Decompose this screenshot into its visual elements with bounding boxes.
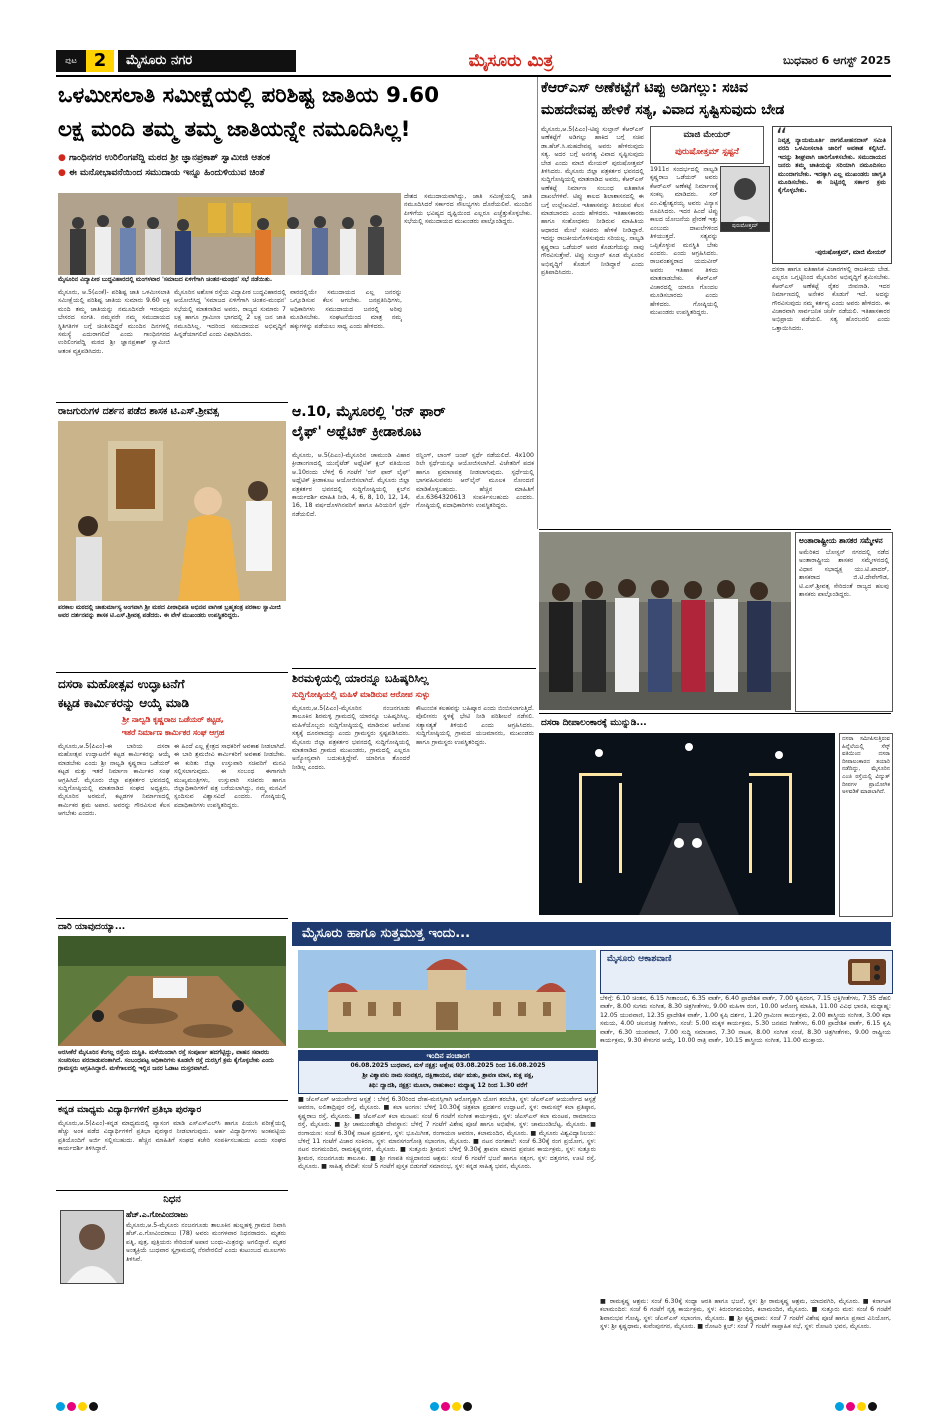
run-body-para4: ಸ್ಪರ್ಧೆಯಲ್ಲಿ ಭಾಗವಹಿಸುವವರು ಆನ್‌ಲೈನ್ ಮೂಲಕ ನೋಂದಣಿ ಮಾಡಿಕೊಳ್ಳಬಹುದು. ಹೆಚ್ಚಿನ ಮಾಹಿತಿಗೆ ಮೊ.6364320613 ಸಂಪರ್ಕಿಸಬಹುದು ಎಂದರು. ಗೋಷ್ಠಿಯಲ್ಲಿ ಪದಾಧಿಕಾರಿಗಳು ಉಪಸ್ಥಿತರಿದ್ದರು. [416,468,534,510]
color-dot-yellow [452,1402,461,1411]
byline-line2: ಪುರುಷೋತ್ತಮ್ ಸ್ಪಷ್ಟನೆ [675,147,739,157]
intl-meet-caption: ಅಮೆರಿಕದ ಬೋಸ್ಟನ್ ನಗರದಲ್ಲಿ ನಡೆದ ಅಂತಾರಾಷ್ಟ್ರೀಯ ಶಾಸಕರ ಸಮ್ಮೇಳನದಲ್ಲಿ ವಿಧಾನ ಸಭಾಧ್ಯಕ್ಷ ಯು.ಟಿ.ಖಾದರ್, ಶಾಸಕರಾದ ಜಿ.ಟಿ.ದೇವೇಗೌಡ, ಟಿ.ಎಸ್.ಶ್ರೀವತ್ಸ ಸೇರಿದಂತೆ ರಾಜ್ಯದ ಹಲವು ಶಾಸಕರು ಪಾಲ್ಗೊಂಡಿದ್ದರು. [799,549,889,599]
boycott-body-para3: ಕೌಟುಂಬಿಕ ಕಲಹವನ್ನು ಬಹಿಷ್ಕಾರ ಎಂದು ಬಿಂಬಿಸಲಾಗುತ್ತಿದೆ. ಪೊಲೀಸರು ಸ್ಥಳಕ್ಕೆ ಭೇಟಿ ನೀಡಿ ಪರಿಶೀಲನೆ ನಡೆಸಲಿ. ಸತ್ಯಾಸತ್ಯತೆ ತಿಳಿಯಲಿ ಎಂದು ಆಗ್ರಹಿಸಿದರು. [416,705,534,729]
committee-headline-line2: ಕಟ್ಟಡ ಕಾರ್ಮಿಕರನ್ನು ಆಯ್ಕೆ ಮಾಡಿ [58,696,190,710]
dasara-lights-caption: ದಸರಾ ಸಮೀಪಿಸುತ್ತಿರುವ ಹಿನ್ನೆಲೆಯಲ್ಲಿ ಸೆಸ್ಕ್ ವತಿಯಿಂದ ದಸರಾ ದೀಪಾಲಂಕಾರದ ತಯಾರಿ ನಡೆದಿದ್ದು, ಮೈಸೂರಿನ ಎಂಜಿ ರಸ್ತೆಯಲ್ಲಿ ವಿದ್ಯುತ್ ದೀಪಗಳ ಪ್ರಾಯೋಗಿಕ ಅಳವಡಿಕೆ ಮಾಡಲಾಗಿದೆ. [842,736,890,796]
krs-body-para4: 1911ರ ಸಂದರ್ಭದಲ್ಲಿ ನಾಲ್ವಡಿ ಕೃಷ್ಣರಾಜ ಒಡೆಯರ್ ಅವರು ಕೆಆರ್‌ಎಸ್ ಅಣೆಕಟ್ಟೆ ನಿರ್ಮಾಣಕ್ಕೆ ಸಂಕಲ್ಪ ಮಾಡಿದರು. ಸರ್ ಎಂ.ವಿಶ್ವೇಶ್ವರಯ್ಯ ಅವರು ವಿನ್ಯಾಸ ರೂಪಿಸಿದರು. ಇದರ ಹಿಂದೆ ಟಿಪ್ಪು ಕಾಲದ ಯೋಜನೆಯ ಪ್ರೇರಣೆ ಇತ್ತು ಎಂಬುದು ದಾಖಲೆಗಳಿಂದ ತಿಳಿಯುತ್ತದೆ. ಸತ್ಯವನ್ನು ಒಪ್ಪಿಕೊಳ್ಳುವ ಮನಸ್ಥಿತಿ ಬೇಕು ಎಂದರು. [650,166,718,258]
boycott-body-col2 [416,705,534,913]
bullet-text: ಈ ಮನೋಭಾವನೆಯಿಂದ ಸಮುದಾಯ ಇನ್ನೂ ಹಿಂದುಳಿಯುವ ಚಿಂತೆ [69,168,265,178]
lead-body-col3: ವಾರದಲ್ಲಿಯೇ ಸಮುದಾಯದ ಎಲ್ಲ ಜನರನ್ನು ಒಗ್ಗೂಡಿಸುವ ಕೆಲಸ ಆಗಬೇಕು. ಜನಪ್ರತಿನಿಧಿಗಳು, ಅಧಿಕಾರಿಗಳು ಸಮುದಾಯದ ಜನರಲ್ಲಿ ಅರಿವು ಮೂಡಿಸಬೇಕು. ಸಂಘಟನೆಯಿಂದ ಮಾತ್ರ ನಮ್ಮ ಹಕ್ಕುಗಳನ್ನು ಪಡೆಯಲು ಸಾಧ್ಯ ಎಂದು ಹೇಳಿದರು. [290,289,402,330]
krs-body-para5: ಎಂದು ಆಗ್ರಹಿಸಿದರು. ರಾಜವಂಶಸ್ಥರಾದ ಯದುವೀರ್ ಅವರು ಇತಿಹಾಸ ತಿಳಿದು ಮಾತನಾಡಬೇಕು. ಕೆಆರ್‌ಎಸ್ ವಿಚಾರದಲ್ಲಿ ಯಾರೂ ಗೊಂದಲ ಮೂಡಿಸಬಾರದು ಎಂದು ಹೇಳಿದರು. ಗೋಷ್ಠಿಯಲ್ಲಿ ಮುಖಂಡರು ಉಪಸ್ಥಿತರಿದ್ದರು. [650,250,718,316]
krs-body-col1 [541,126,644,526]
mla-visit-caption: ಪರಕಾಲ ಮಠದಲ್ಲಿ ಚಾತುರ್ಮಾಸ್ಯ ಅಂಗವಾಗಿ ಶ್ರೀ ಮಠದ ಪೀಠಾಧಿಪತಿ ಅಭಿನವ ವಾಗೀಶ ಬ್ರಹ್ಮತಂತ್ರ ಪರಕಾಲ ಸ್ವಾಮೀಜಿ ಅವರ ದರ್ಶನವನ್ನು ಶಾಸಕ ಟಿ.ಎಸ್.ಶ್ರೀವತ್ಸ ಪಡೆದರು. ಈ ವೇಳೆ ಮುಖಂಡರು ಉಪಸ್ಥಿತರಿದ್ದರು. [58,604,281,619]
quote-text: ನಿವೃತ್ತ ನ್ಯಾಯಮೂರ್ತಿ ನಾಗಮೋಹನದಾಸ್ ಸಮಿತಿ ವರದಿ ಒಳಮೀಸಲಾತಿ ಜಾರಿಗೆ ಅವಕಾಶ ಕಲ್ಪಿಸಿದೆ. ಇದನ್ನು ಶೀಘ್ರವಾಗಿ ಜಾರಿಗೊಳಿಸಬೇಕು. ಸಮುದಾಯದ ಜನರು ತಮ್ಮ ಜಾತಿಯನ್ನು ಸರಿಯಾಗಿ ನಮೂದಿಸಲು ಮುಂದಾಗಬೇಕು. ಇದಕ್ಕಾಗಿ ಎಲ್ಲ ಮುಖಂಡರು ಜಾಗೃತಿ ಮೂಡಿಸಬೇಕು. ಈ ನಿಟ್ಟಿನಲ್ಲಿ ಸರ್ಕಾರ ಕ್ರಮ ಕೈಗೊಳ್ಳಬೇಕು. [778,137,886,195]
boycott-body-col1 [292,705,410,913]
krs-headline-line2: ಮಹದೇವಪ್ಪ ಹೇಳಿಕೆ ಸತ್ಯ, ವಿವಾದ ಸೃಷ್ಟಿಸುವುದು ಬೇಡ [541,102,785,118]
obituary-photo [60,1210,124,1284]
boycott-body-para1: ಮೈಸೂರು,ಆ.5(ಪಿಎಂ)-ಮೈಸೂರಿನ ನಂಜನಗೂಡು ತಾಲೂಕಿನ ಶಿರಮಳ್ಳಿ ಗ್ರಾಮದಲ್ಲಿ ಯಾರನ್ನೂ ಬಹಿಷ್ಕರಿಸಿಲ್ಲ. ಮಹಿಳೆಯೊಬ್ಬರು ಸುದ್ದಿಗೋಷ್ಠಿಯಲ್ಲಿ ಮಾಡಿರುವ ಆರೋಪ ಸತ್ಯಕ್ಕೆ ದೂರವಾದದ್ದು ಎಂದು ಗ್ರಾಮಸ್ಥರು ಸ್ಪಷ್ಟಪಡಿಸಿದರು. [292,705,410,738]
today-banner [292,922,891,946]
color-dot-cyan [430,1402,439,1411]
krs-body-col2 [650,166,718,526]
committee-body-para1: ಮೈಸೂರು,ಆ.5(ಪಿಎಂ)-ಈ ಬಾರಿಯ ದಸರಾ ಮಹೋತ್ಸವ ಉದ್ಘಾಟನೆಗೆ ಕಟ್ಟಡ ಕಾರ್ಮಿಕರನ್ನು ಆಯ್ಕೆ ಮಾಡಬೇಕು ಎಂದು ಶ್ರೀ ನಾಲ್ವಡಿ ಕೃಷ್ಣರಾಜ ಒಡೆಯರ್ ಕಟ್ಟಡ ಮತ್ತು ಇತರೆ ನಿರ್ಮಾಣ ಕಾರ್ಮಿಕರ ಸಂಘ ಆಗ್ರಹಿಸಿದೆ. [58,743,170,784]
run-body-para2: ಮೈಸೂರು ಜಿಲ್ಲಾ ಪತ್ರಕರ್ತರ ಭವನದಲ್ಲಿ ಸುದ್ದಿಗೋಷ್ಠಿಯಲ್ಲಿ ಕ್ಲಬ್‌ನ ಕಾರ್ಯದರ್ಶಿ ಮಾಹಿತಿ ನೀಡಿ, 4, 6, 8, 10, 12, 14, 16, 18 ವರ್ಷದೊಳಗಿನವರಿಗೆ ಹಾಗೂ ಹಿರಿಯರಿಗೆ ಸ್ಪರ್ಧೆ ನಡೆಯಲಿದೆ. [292,477,410,518]
dasara-lights-heading: ದಸರಾ ದೀಪಾಲಂಕಾರಕ್ಕೆ ಮುನ್ನುಡಿ... [541,718,647,728]
run-body-col1 [292,452,410,664]
section-rule [56,672,288,673]
issue-date: ಬುಧವಾರ 6 ಆಗಸ್ಟ್ 2025 [783,54,891,67]
krs-byline-box [650,126,764,164]
krs-body-para3: ಇತಿಹಾಸಕಾರರು ಹಾಗೂ ಸಂಶೋಧಕರು ನೀಡಿರುವ ಮಾಹಿತಿಯ ಆಧಾರದ ಮೇಲೆ ಸಚಿವರು ಹೇಳಿಕೆ ನೀಡಿದ್ದಾರೆ. ಇದನ್ನು ರಾಜಕೀಯಗೊಳಿಸುವುದು ಸರಿಯಲ್ಲ. ನಾಲ್ವಡಿ ಕೃಷ್ಣರಾಜ ಒಡೆಯರ್ ಅವರ ಕೊಡುಗೆಯನ್ನು ನಾವು ಗೌರವಿಸುತ್ತೇವೆ. ಟಿಪ್ಪು ಸುಲ್ತಾನ್ ಕೂಡ ಮೈಸೂರಿನ ಅಭಿವೃದ್ಧಿಗೆ ಕೊಡುಗೆ ನೀಡಿದ್ದಾರೆ ಎಂದು ಪ್ರತಿಪಾದಿಸಿದರು. [541,210,644,276]
section-title: ಮೈಸೂರು ನಗರ [118,50,296,72]
lead-body-col4: ದೇಶದ ಸಮುದಾಯವಾಗಿದ್ದು, ಜಾತಿ ಸಮೀಕ್ಷೆಯಲ್ಲಿ ಜಾತಿ ನಮೂದಿಸಿದರೆ ಸರ್ಕಾರದ ಸೌಲಭ್ಯಗಳು ದೊರೆಯಲಿವೆ. ಮುಂದಿನ ಪೀಳಿಗೆಯ ಭವಿಷ್ಯದ ದೃಷ್ಟಿಯಿಂದ ಎಲ್ಲರೂ ಎಚ್ಚೆತ್ತುಕೊಳ್ಳಬೇಕು. ಸಭೆಯಲ್ಲಿ ಸಮುದಾಯದ ಮುಖಂಡರು ಪಾಲ್ಗೊಂಡಿದ್ದರು. [404,193,532,226]
mla-visit-photo [58,421,286,601]
mla-visit-illustration [58,421,286,601]
lead-bullet-2 [58,167,534,180]
mla-visit-heading: ರಾಜಗುರುಗಳ ದರ್ಶನ ಪಡೆದ ಶಾಸಕ ಟಿ.ಎಸ್.ಶ್ರೀವತ್ಸ [58,406,219,417]
bullet-icon: ● [58,153,66,163]
section-rule [292,668,536,669]
panchanga-line3: ತಿಥಿ: ದ್ವಾದಶಿ, ನಕ್ಷತ್ರ: ಮೂಲಾ, ರಾಹುಕಾಲ: ಮಧ್ಯಾಹ್ನ 12 ರಿಂದ 1.30 ವರೆಗೆ [368,1082,528,1089]
palace-photo [298,950,596,1048]
color-dot-yellow [857,1402,866,1411]
krs-headline-line1: ಕೆಆರ್‌ಎಸ್ ಅಣೆಕಟ್ಟೆಗೆ ಟಿಪ್ಪು ಅಡಿಗಲ್ಲು: ಸಚಿವ [541,80,748,96]
today-heading: ಮೈಸೂರು ಹಾಗೂ ಸುತ್ತಮುತ್ತ ಇಂದು... [302,926,471,941]
lead-headline-line2: ಲಕ್ಷ ಮಂದಿ ತಮ್ಮ ತಮ್ಮ ಜಾತಿಯನ್ನೇ ನಮೂದಿಸಿಲ್ಲ! [58,117,411,142]
section-rule [56,1100,288,1101]
panchanga-line2: ಶ್ರೀ ವಿಶ್ವಾವಸು ನಾಮ ಸಂವತ್ಸರ, ದಕ್ಷಿಣಾಯನ, ವರ್ಷ ಋತು, ಶ್ರಾವಣ ಮಾಸ, ಶುಕ್ಲ ಪಕ್ಷ, [362,1072,534,1079]
color-dot-magenta [846,1402,855,1411]
dasara-lights-photo [539,733,835,915]
color-dot-cyan [835,1402,844,1411]
night-road-illustration [539,733,835,915]
section-rule [56,1190,288,1191]
obituary-body: ಮೈಸೂರು,ಆ.5-ಮೈಸೂರು ನಂಜನಗೂಡು ತಾಲೂಕಿನ ಹುಲ್ಲಹಳ್ಳಿ ಗ್ರಾಮದ ನಿವಾಸಿ ಹೆಚ್.ಎ.ಗೋವಿಂದರಾಜು (78) ಅವರು ಮಂಗಳವಾರ ನಿಧನರಾದರು. ಮೃತರು ಪತ್ನಿ, ಪುತ್ರ, ಪುತ್ರಿಯರು ಸೇರಿದಂತೆ ಅಪಾರ ಬಂಧು-ಮಿತ್ರರನ್ನು ಅಗಲಿದ್ದಾರೆ. ಮೃತರ ಅಂತ್ಯಕ್ರಿಯೆ ಬುಧವಾರ ಸ್ವಗ್ರಾಮದಲ್ಲಿ ನೆರವೇರಲಿದೆ ಎಂದು ಕುಟುಂಬದ ಮೂಲಗಳು ತಿಳಿಸಿವೆ. [126,1222,286,1263]
boycott-subhead: ಸುದ್ದಿಗೋಷ್ಠಿಯಲ್ಲಿ ಮಹಿಳೆ ಮಾಡಿರುವ ಆರೋಪ ಸುಳ್ಳು [292,690,430,699]
bullet-icon: ● [58,168,66,178]
boycott-heading: ಶಿರಮಳ್ಳಿಯಲ್ಲಿ ಯಾರನ್ನೂ ಬಹಿಷ್ಕರಿಸಿಲ್ಲ [292,672,429,685]
intl-meet-illustration [539,532,791,710]
brand-logo: ಮೈಸೂರು ಮಿತ್ರ [468,51,554,71]
registration-dots-left [56,1396,156,1408]
award-body: ಮೈಸೂರು,ಆ.5(ಪಿಎಂ)-ಕನ್ನಡ ಮಾಧ್ಯಮದಲ್ಲಿ ವ್ಯಾಸಂಗ ಮಾಡಿ ಎಸ್‌ಎಸ್‌ಎಲ್‌ಸಿ ಹಾಗೂ ಪಿಯುಸಿ ಪರೀಕ್ಷೆಯಲ್ಲಿ ಹೆಚ್ಚು ಅಂಕ ಪಡೆದ ವಿದ್ಯಾರ್ಥಿಗಳಿಗೆ ಪ್ರತಿಭಾ ಪುರಸ್ಕಾರ ನೀಡಲಾಗುವುದು. ಅರ್ಹ ವಿದ್ಯಾರ್ಥಿಗಳು ಅಂಕಪಟ್ಟಿಯ ಪ್ರತಿಯೊಂದಿಗೆ ಅರ್ಜಿ ಸಲ್ಲಿಸಬಹುದು. ಹೆಚ್ಚಿನ ಮಾಹಿತಿಗೆ ಸಂಘದ ಕಚೇರಿ ಸಂಪರ್ಕಿಸಬಹುದು ಎಂದು ಸಂಘದ ಕಾರ್ಯದರ್ಶಿ ತಿಳಿಸಿದ್ದಾರೆ. [58,1120,286,1153]
page-number: 2 [86,50,114,72]
obituary-heading: ನಿಧನ [163,1194,181,1205]
lead-bullet-1 [58,152,534,165]
section-rule [56,402,288,403]
color-dot-magenta [441,1402,450,1411]
intl-meet-photo [539,532,791,710]
today-events: ■ ಜೆಎಸ್‌ಎಸ್ ಆಯುರ್ವೇದ ಆಸ್ಪತ್ರೆ : ಬೆಳಿಗ್ಗೆ 6.30ರಿಂದ ದೇಹ-ಮನಸ್ಸಿಗಾಗಿ ಆರೋಗ್ಯಕ್ಕಾಗಿ ಯೋಗ ತರಬೇತಿ, ಸ್ಥಳ: ಜೆಎಸ್‌ಎಸ್ ಆಯುರ್ವೇದ ಆಸ್ಪತ್ರೆ ಆವರಣ, ಲಲಿತಾದ್ರಿಪುರ ರಸ್ತೆ, ಮೈಸೂರು. ■ ಕಲಾ ಅಂಗಣ: ಬೆಳಿಗ್ಗೆ 10.30ಕ್ಕೆ ಚಿತ್ರಕಲಾ ಪ್ರದರ್ಶನ ಉದ್ಘಾಟನೆ, ಸ್ಥಳ: ರಾಮಸನ್ಸ್ ಕಲಾ ಪ್ರತಿಷ್ಠಾನ, ಕೃಷ್ಣರಾಜ ರಸ್ತೆ, ಮೈಸೂರು. ■ ಜೆಎಸ್‌ಎಸ್ ಕಲಾ ಮಂಟಪ: ಸಂಜೆ 6 ಗಂಟೆಗೆ ಸಂಗೀತ ಕಾರ್ಯಕ್ರಮ, ಸ್ಥಳ: ಜೆಎಸ್‌ಎಸ್ ಕಲಾ ಮಂಟಪ, ರಾಮಾನುಜ ರಸ್ತೆ, ಮೈಸೂರು. ■ ಶ್ರೀ ಚಾಮುಂಡೇಶ್ವರಿ ದೇವಸ್ಥಾನ: ಬೆಳಿಗ್ಗೆ 7 ಗಂಟೆಗೆ ವಿಶೇಷ ಪೂಜೆ ಹಾಗೂ ಅಭಿಷೇಕ, ಸ್ಥಳ: ಚಾಮುಂಡಿಬೆಟ್ಟ, ಮೈಸೂರು. ■ ರಂಗಾಯಣ: ಸಂಜೆ 6.30ಕ್ಕೆ ನಾಟಕ ಪ್ರದರ್ಶನ, ಸ್ಥಳ: ಭೂಮಿಗೀತ, ರಂಗಾಯಣ ಆವರಣ, ಕಲಾಮಂದಿರ, ಮೈಸೂರು. ■ ಮೈಸೂರು ವಿಶ್ವವಿದ್ಯಾನಿಲಯ: ಬೆಳಿಗ್ಗೆ 11 ಗಂಟೆಗೆ ವಿಚಾರ ಸಂಕಿರಣ, ಸ್ಥಳ: ಮಾನಸಗಂಗೋತ್ರಿ ಸಭಾಂಗಣ, ಮೈಸೂರು. ■ ನಟನ ರಂಗಶಾಲೆ: ಸಂಜೆ 6.30ಕ್ಕೆ ರಂಗ ಪ್ರಯೋಗ, ಸ್ಥಳ: ನಟನ ರಂಗಮಂದಿರ, ರಾಮಕೃಷ್ಣನಗರ, ಮೈಸೂರು. ■ ಸುತ್ತೂರು ಶ್ರೀಮಠ: ಬೆಳಿಗ್ಗೆ 9.30ಕ್ಕೆ ಶ್ರಾವಣ ಮಾಸದ ಪ್ರವಚನ ಕಾರ್ಯಕ್ರಮ, ಸ್ಥಳ: ಸುತ್ತೂರು ಶ್ರೀಮಠ, ನಂಜನಗೂಡು ತಾಲೂಕು. ■ ಶ್ರೀ ಗಣಪತಿ ಸಚ್ಚಿದಾನಂದ ಆಶ್ರಮ: ಸಂಜೆ 6 ಗಂಟೆಗೆ ಭಜನೆ ಹಾಗೂ ಸತ್ಸಂಗ, ಸ್ಥಳ: ದತ್ತನಗರ, ಊಟಿ ರಸ್ತೆ, ಮೈಸೂರು. ■ ಸಾಹಿತ್ಯ ವೇದಿಕೆ: ಸಂಜೆ 5 ಗಂಟೆಗೆ ಪುಸ್ತಕ ಬಿಡುಗಡೆ ಸಮಾರಂಭ, ಸ್ಥಳ: ಕನ್ನಡ ಸಾಹಿತ್ಯ ಭವನ, ಮೈಸೂರು. [298,1096,596,1171]
radio-icon [847,955,887,987]
boycott-body-para2: ಮೈಸೂರು ಜಿಲ್ಲಾ ಪತ್ರಕರ್ತರ ಭವನದಲ್ಲಿ ಸುದ್ದಿಗೋಷ್ಠಿಯಲ್ಲಿ ಮಾತನಾಡಿದ ಗ್ರಾಮದ ಮುಖಂಡರು, ಗ್ರಾಮದಲ್ಲಿ ಎಲ್ಲರೂ ಅನ್ಯೋನ್ಯವಾಗಿ ಬದುಕುತ್ತಿದ್ದೇವೆ. ಯಾರಿಗೂ ತೊಂದರೆ ನೀಡಿಲ್ಲ ಎಂದರು. [292,738,410,771]
dasara-lights-caption-box [839,733,893,917]
radio-title: ಮೈಸೂರು ಆಕಾಶವಾಣಿ [607,954,672,964]
road-heading: ದಾರಿ ಯಾವುದಯ್ಯಾ... [58,922,126,932]
intl-meet-heading: ಅಂತಾರಾಷ್ಟ್ರೀಯ ಶಾಸಕರ ಸಮ್ಮೇಳನ [799,536,883,545]
section-rule [56,918,288,919]
bullet-text: ಗಾಂಧಿನಗರ ಉರಿಲಿಂಗಪೆದ್ದಿ ಮಠದ ಶ್ರೀ ಜ್ಞಾನಪ್ರಕಾಶ್ ಸ್ವಾಮೀಜಿ ಆತಂಕ [69,153,271,163]
section-rule [539,529,891,530]
photo-tag: ಪುರುಷೋತ್ತಮ್ [721,222,769,231]
run-body-para1: ಮೈಸೂರು, ಆ.5(ಪಿಎಂ)-ಮೈಸೂರಿನ ಚಾಮುಂಡಿ ವಿಹಾರ ಕ್ರೀಡಾಂಗಣದಲ್ಲಿ ಯುನೈಟೆಡ್ ಅಥ್ಲೆಟಿಕ್ ಕ್ಲಬ್ ವತಿಯಿಂದ ಆ.10ರಂದು ಬೆಳಿಗ್ಗೆ 6 ಗಂಟೆಗೆ 'ರನ್ ಫಾರ್ ಲೈಫ್' ಅಥ್ಲೆಟಿಕ್ ಕ್ರೀಡಾಕೂಟ ಆಯೋಜಿಸಲಾಗಿದೆ. [292,452,410,485]
lead-body-col1: ಮೈಸೂರು, ಆ.5(ಎಂಕೆ)- ಪರಿಶಿಷ್ಟ ಜಾತಿ ಒಳಮೀಸಲಾತಿ ಸಮೀಕ್ಷೆಯಲ್ಲಿ ಪರಿಶಿಷ್ಟ ಜಾತಿಯ ಸುಮಾರು 9.60 ಲಕ್ಷ ಮಂದಿ ತಮ್ಮ ಜಾತಿಯನ್ನು ನಮೂದಿಸದೇ ಇರುವುದು ಬೇಸರದ ಸಂಗತಿ. ನಮ್ಮವರೇ ನಮ್ಮ ಸಮುದಾಯದ ಸ್ಥಿತಿಗತಿಗಳ ಬಗ್ಗೆ ಚಿಂತಿಸದಿದ್ದರೆ ಮುಂದಿನ ದಿನಗಳಲ್ಲಿ ಸಮಸ್ಯೆ ಎದುರಾಗಲಿದೆ ಎಂದು ಗಾಂಧಿನಗರದ ಉರಿಲಿಂಗಪೆದ್ದಿ ಮಠದ ಶ್ರೀ ಜ್ಞಾನಪ್ರಕಾಶ್ ಸ್ವಾಮೀಜಿ ಆತಂಕ ವ್ಯಕ್ತಪಡಿಸಿದರು. [58,289,170,355]
today-bottom-body: ■ ರಾಮಕೃಷ್ಣ ಆಶ್ರಮ: ಸಂಜೆ 6.30ಕ್ಕೆ ಸಂಧ್ಯಾ ಆರತಿ ಹಾಗೂ ಭಜನೆ, ಸ್ಥಳ: ಶ್ರೀ ರಾಮಕೃಷ್ಣ ಆಶ್ರಮ, ಯಾದವಗಿರಿ, ಮೈಸೂರು. ■ ಕರ್ನಾಟಕ ಕಲಾಮಂದಿರ: ಸಂಜೆ 6 ಗಂಟೆಗೆ ನೃತ್ಯ ಕಾರ್ಯಕ್ರಮ, ಸ್ಥಳ: ಕಿರುರಂಗಮಂದಿರ, ಕಲಾಮಂದಿರ, ಮೈಸೂರು. ■ ಸುತ್ತೂರು ಮಠ: ಸಂಜೆ 6 ಗಂಟೆಗೆ ಶಿವಾನುಭವ ಗೋಷ್ಠಿ, ಸ್ಥಳ: ಜೆಎಸ್‌ಎಸ್ ಸಭಾಂಗಣ, ಮೈಸೂರು. ■ ಶ್ರೀ ಕೃಷ್ಣಧಾಮ: ಸಂಜೆ 7 ಗಂಟೆಗೆ ವಿಶೇಷ ಪೂಜೆ ಹಾಗೂ ಪ್ರಸಾದ ವಿನಿಯೋಗ, ಸ್ಥಳ: ಶ್ರೀ ಕೃಷ್ಣಧಾಮ, ಕುವೆಂಪುನಗರ, ಮೈಸೂರು. ■ ರೋಟರಿ ಕ್ಲಬ್: ಸಂಜೆ 7 ಗಂಟೆಗೆ ಸಾಪ್ತಾಹಿಕ ಸಭೆ, ಸ್ಥಳ: ರೋಟರಿ ಭವನ, ಮೈಸೂರು. [600,1298,891,1331]
page-label: ಪುಟ [56,50,86,72]
panchanga-line1: 06.08.2025 ಬುಧವಾರ, ಮಳೆ ನಕ್ಷತ್ರ: ಅಶ್ಲೇಷ 03.08.2025 ರಿಂದ 16.08.2025 [350,1062,546,1069]
run-body-para3: ರನ್ನಿಂಗ್, ಲಾಂಗ್ ಜಂಪ್ ಸ್ಪರ್ಧೆ ನಡೆಯಲಿದೆ. 4x100 ರಿಲೇ ಸ್ಪರ್ಧೆಯನ್ನೂ ಆಯೋಜಿಸಲಾಗಿದೆ. ವಿಜೇತರಿಗೆ ಪದಕ ಹಾಗೂ ಪ್ರಮಾಣಪತ್ರ ನೀಡಲಾಗುವುದು. [416,452,534,476]
color-dot-black [89,1402,98,1411]
color-dot-cyan [56,1402,65,1411]
run-for-life-header [292,402,536,446]
run-headline-line2: ಲೈಫ್' ಅಥ್ಲೆಟಿಕ್ ಕ್ರೀಡಾಕೂಟ [292,424,422,440]
run-body-col2 [416,452,534,664]
quote-attribution: -ಪುರುಷೋತ್ತಮ್, ಮಾಜಿ ಮೇಯರ್ [814,249,886,256]
run-headline-line1: ಆ.10, ಮೈಸೂರಲ್ಲಿ 'ರನ್ ಫಾರ್ [292,404,446,420]
quote-mark-icon: “ [776,125,788,150]
purushottam-photo [720,166,770,232]
quote-box [772,126,892,264]
committee-sub-line1: ಶ್ರೀ ನಾಲ್ವಡಿ ಕೃಷ್ಣರಾಜ ಒಡೆಯರ್ ಕಟ್ಟಡ, [122,715,224,724]
radio-body: ಬೆಳಿಗ್ಗೆ: 6.10 ಚಿಂತನ, 6.15 ಗೀತಾಂಜಲಿ, 6.35 ವಾರ್ತೆ, 6.40 ಪ್ರಾದೇಶಿಕ ವಾರ್ತೆ, 7.00 ಕೃಷಿರಂಗ, 7.15 ಭಕ್ತಿಗೀತೆಗಳು, 7.35 ದೆಹಲಿ ವಾರ್ತೆ, 8.00 ಸುಗಮ ಸಂಗೀತ, 8.30 ಚಿತ್ರಗೀತೆಗಳು, 9.00 ಮಹಿಳಾ ರಂಗ, 10.00 ಆರೋಗ್ಯ ಮಾಹಿತಿ, 11.00 ವಿವಿಧ ಭಾರತಿ, ಮಧ್ಯಾಹ್ನ: 12.05 ಯುವವಾಣಿ, 12.35 ಪ್ರಾದೇಶಿಕ ವಾರ್ತೆ, 1.00 ಕೃಷಿ ದರ್ಶನ, 1.20 ಗ್ರಾಮೀಣ ಕಾರ್ಯಕ್ರಮ, 2.00 ಶಾಸ್ತ್ರೀಯ ಸಂಗೀತ, 3.00 ಕಥಾ ಸಮಯ, 4.00 ಚಲನಚಿತ್ರ ಗೀತೆಗಳು, ಸಂಜೆ: 5.00 ಮಕ್ಕಳ ಕಾರ್ಯಕ್ರಮ, 5.30 ಜನಪದ ಗೀತೆಗಳು, 6.00 ಪ್ರಾದೇಶಿಕ ವಾರ್ತೆ, 6.15 ಕೃಷಿ ವಾರ್ತೆ, 6.30 ಯುವವಾಣಿ, 7.00 ಸುದ್ದಿ ಸಮಾಚಾರ, 7.30 ನಾಟಕ, 8.00 ಸಂಗೀತ ಸಂಜೆ, 8.30 ಚಿತ್ರಗೀತೆಗಳು, 9.00 ರಾಷ್ಟ್ರೀಯ ಕಾರ್ಯಕ್ರಮ, 9.30 ಕೇಳುಗರ ಆಯ್ಕೆ, 10.00 ರಾತ್ರಿ ವಾರ್ತೆ, 10.15 ಶಾಸ್ತ್ರೀಯ ಸಂಗೀತ, 11.00 ಮುಕ್ತಾಯ. [600,995,891,1045]
section-rule [539,713,891,714]
committee-sub-line2: ಇತರೆ ನಿರ್ಮಾಣ ಕಾರ್ಮಿಕರ ಸಂಘ ಆಗ್ರಹ [121,728,225,737]
committee-headline-line1: ದಸರಾ ಮಹೋತ್ಸವ ಉದ್ಘಾಟನೆಗೆ [58,677,185,691]
boycott-body-para4: ಸುದ್ದಿಗೋಷ್ಠಿಯಲ್ಲಿ ಗ್ರಾಮದ ಯಜಮಾನರು, ಮುಖಂಡರು ಹಾಗೂ ಗ್ರಾಮಸ್ಥರು ಉಪಸ್ಥಿತರಿದ್ದರು. [416,730,534,746]
lead-photo [58,193,401,275]
color-dot-black [868,1402,877,1411]
committee-body-col1 [58,743,170,915]
masthead-rule [56,75,891,77]
committee-body-para4: ಈ ಸಂಬಂಧ ಈಗಾಗಲೇ ಮುಖ್ಯಮಂತ್ರಿಗಳು, ಉಸ್ತುವಾರಿ ಸಚಿವರು ಹಾಗೂ ಜಿಲ್ಲಾಧಿಕಾರಿಗಳಿಗೆ ಪತ್ರ ಬರೆಯಲಾಗಿದ್ದು, ನಮ್ಮ ಮನವಿಗೆ ಸ್ಪಂದಿಸುವ ವಿಶ್ವಾಸವಿದೆ ಎಂದರು. ಗೋಷ್ಠಿಯಲ್ಲಿ ಪದಾಧಿಕಾರಿಗಳು ಉಪಸ್ಥಿತರಿದ್ದರು. [174,768,286,809]
color-dot-black [463,1402,472,1411]
krs-body-para2: ಮೈಸೂರು ಜಿಲ್ಲಾ ಪತ್ರಕರ್ತರ ಭವನದಲ್ಲಿ ಸುದ್ದಿಗೋಷ್ಠಿಯಲ್ಲಿ ಮಾತನಾಡಿದ ಅವರು, ಕೆಆರ್‌ಎಸ್ ಅಣೆಕಟ್ಟೆ ನಿರ್ಮಾಣ ಸಂಬಂಧ ಐತಿಹಾಸಿಕ ದಾಖಲೆಗಳಿವೆ. ಟಿಪ್ಪು ಕಾಲದ ಶಿಲಾಶಾಸನದಲ್ಲಿ ಈ ಬಗ್ಗೆ ಉಲ್ಲೇಖವಿದೆ. ಇತಿಹಾಸವನ್ನು ತಿರುಚುವ ಕೆಲಸ ಮಾಡಬಾರದು ಎಂದು ಹೇಳಿದರು. [541,168,644,218]
portrait-illustration [61,1211,123,1283]
krs-body-para1: ಮೈಸೂರು,ಆ.5(ಪಿಎಂ)-ಟಿಪ್ಪು ಸುಲ್ತಾನ್ ಕೆಆರ್‌ಎಸ್ ಅಣೆಕಟ್ಟೆಗೆ ಅಡಿಗಲ್ಲು ಹಾಕಿದ ಬಗ್ಗೆ ಸಚಿವ ಡಾ.ಹೆಚ್.ಸಿ.ಮಹದೇವಪ್ಪ ಅವರು ಹೇಳಿರುವುದು ಸತ್ಯ. ಅದರ ಬಗ್ಗೆ ಅನಗತ್ಯ ವಿವಾದ ಸೃಷ್ಟಿಸುವುದು ಬೇಡ ಎಂದು ಮಾಜಿ ಮೇಯರ್ ಪುರುಷೋತ್ತಮ್ ತಿಳಿಸಿದರು. [541,126,644,176]
byline-line1: ಮಾಜಿ ಮೇಯರ್ [683,130,731,140]
committee-body-col2 [174,743,286,915]
masthead [56,48,891,75]
intl-meet-caption-box [795,532,893,712]
mysore-palace-illustration [298,950,596,1048]
quote-body: ದಸರಾ ಹಾಗೂ ಐತಿಹಾಸಿಕ ವಿಚಾರಗಳಲ್ಲಿ ರಾಜಕೀಯ ಬೇಡ. ಎಲ್ಲರೂ ಒಗ್ಗಟ್ಟಿನಿಂದ ಮೈಸೂರಿನ ಅಭಿವೃದ್ಧಿಗೆ ಶ್ರಮಿಸಬೇಕು. ಕೆಆರ್‌ಎಸ್ ಅಣೆಕಟ್ಟೆ ರೈತರ ಜೀವನಾಡಿ. ಇದರ ನಿರ್ಮಾಣದಲ್ಲಿ ಅನೇಕರ ಕೊಡುಗೆ ಇದೆ. ಅದನ್ನು ಗೌರವಿಸುವುದು ನಮ್ಮ ಕರ್ತವ್ಯ ಎಂದು ಅವರು ಹೇಳಿದರು. ಈ ವಿಚಾರವಾಗಿ ಸಾರ್ವಜನಿಕ ಚರ್ಚೆ ನಡೆಯಲಿ. ಇತಿಹಾಸಕಾರರ ಅಭಿಪ್ರಾಯ ಪಡೆಯಲಿ. ಸತ್ಯ ಹೊರಬರಲಿ ಎಂದು ಒತ್ತಾಯಿಸಿದರು. [772,266,890,332]
lead-photo-caption: ಮೈಸೂರಿನ ವಿದ್ಯಾಪೀಠ ಬುದ್ಧವಿಹಾರದಲ್ಲಿ ಮಂಗಳವಾರ 'ಸಮಾಜದ ಏಳಿಗೆಗಾಗಿ ಚಿಂತನ-ಮಂಥನ' ಸಭೆ ನಡೆಯಿತು. [58,276,273,283]
panchanga-title: ಇಂದಿನ ಪಂಚಾಂಗ [299,1051,597,1061]
color-dot-yellow [78,1402,87,1411]
color-dot-magenta [67,1402,76,1411]
road-photo [58,936,286,1046]
muddy-road-illustration [58,936,286,1046]
road-caption: ಅರಸೀಕೆರೆ ಮೈಸೂರಿನ ಕೆಂಗಲ್ಲ ರಸ್ತೆಯ ದುಸ್ಥಿತಿ. ಮಳೆಯಿಂದಾಗಿ ರಸ್ತೆ ಸಂಪೂರ್ಣ ಹದಗೆಟ್ಟಿದ್ದು, ವಾಹನ ಸವಾರರು ಸಂಚರಿಸಲು ಪರದಾಡುವಂತಾಗಿದೆ. ಸಂಬಂಧಪಟ್ಟ ಅಧಿಕಾರಿಗಳು ಕೂಡಲೇ ರಸ್ತೆ ದುರಸ್ತಿಗೆ ಕ್ರಮ ಕೈಗೊಳ್ಳಬೇಕು ಎಂದು ಗ್ರಾಮಸ್ಥರು ಆಗ್ರಹಿಸಿದ್ದಾರೆ. ಮಳೆಗಾಲದಲ್ಲಿ ಇಲ್ಲಿನ ಜನರ ಓಡಾಟ ದುಸ್ತರವಾಗಿದೆ. [58,1049,274,1072]
group-photo-illustration [58,193,401,275]
award-heading: ಕನ್ನಡ ಮಾಧ್ಯಮ ವಿದ್ಯಾರ್ಥಿಗಳಿಗೆ ಪ್ರತಿಭಾ ಪುರಸ್ಕಾರ [58,1105,202,1115]
committee-body-para2: ಮೈಸೂರು ಜಿಲ್ಲಾ ಪತ್ರಕರ್ತರ ಭವನದಲ್ಲಿ ಸುದ್ದಿಗೋಷ್ಠಿಯಲ್ಲಿ ಮಾತನಾಡಿದ ಸಂಘದ ಅಧ್ಯಕ್ಷರು, ಮೈಸೂರಿನ ಅರಮನೆ, ಕಟ್ಟಡಗಳ ನಿರ್ಮಾಣದಲ್ಲಿ ಕಾರ್ಮಿಕರ ಶ್ರಮ ಅಪಾರ. ಅವರನ್ನು ಗೌರವಿಸುವ ಕೆಲಸ ಆಗಬೇಕು ಎಂದರು. [58,776,170,818]
lead-headline-line1: ಒಳಮೀಸಲಾತಿ ಸಮೀಕ್ಷೆಯಲ್ಲಿ ಪರಿಶಿಷ್ಟ ಜಾತಿಯ 9.60 [58,83,440,108]
radio-header [600,950,893,994]
registration-dots-right [835,1396,895,1408]
panchanga-box [298,1050,598,1094]
committee-body-para3: ಈ ಹಿಂದೆ ಎಲ್ಲ ಕ್ಷೇತ್ರದ ಸಾಧಕರಿಗೆ ಅವಕಾಶ ನೀಡಲಾಗಿದೆ. ಈ ಬಾರಿ ಶ್ರಮಜೀವಿ ಕಾರ್ಮಿಕರಿಗೆ ಅವಕಾಶ ನೀಡಬೇಕು. ಈ ಕುರಿತು ಜಿಲ್ಲಾ ಉಸ್ತುವಾರಿ ಸಚಿವರಿಗೆ ಮನವಿ ಸಲ್ಲಿಸಲಾಗುವುದು. [174,743,286,776]
lead-body-col2: ಮೈಸೂರಿನ ಅಶೋಕ ರಸ್ತೆಯ ವಿದ್ಯಾಪೀಠ ಬುದ್ಧವಿಹಾರದಲ್ಲಿ ಆಯೋಜಿಸಿದ್ದ 'ಸಮಾಜದ ಏಳಿಗೆಗಾಗಿ ಚಿಂತನ-ಮಂಥನ' ಸಭೆಯಲ್ಲಿ ಮಾತನಾಡಿದ ಅವರು, ರಾಜ್ಯದ ಸುಮಾರು 7 ಲಕ್ಷ ಹಾಗೂ ಗ್ರಾಮೀಣ ಭಾಗದಲ್ಲಿ 2 ಲಕ್ಷ ಜನ ಜಾತಿ ನಮೂದಿಸಿಲ್ಲ. ಇದರಿಂದ ಸಮುದಾಯದ ಅಭಿವೃದ್ಧಿಗೆ ಹಿನ್ನಡೆಯಾಗಲಿದೆ ಎಂದು ವಿಷಾದಿಸಿದರು. [174,289,286,339]
column-divider [537,77,538,529]
registration-dots-center [430,1396,530,1408]
obituary-name: ಹೆಚ್.ಎ.ಗೋವಿಂದರಾಜು [126,1210,188,1219]
